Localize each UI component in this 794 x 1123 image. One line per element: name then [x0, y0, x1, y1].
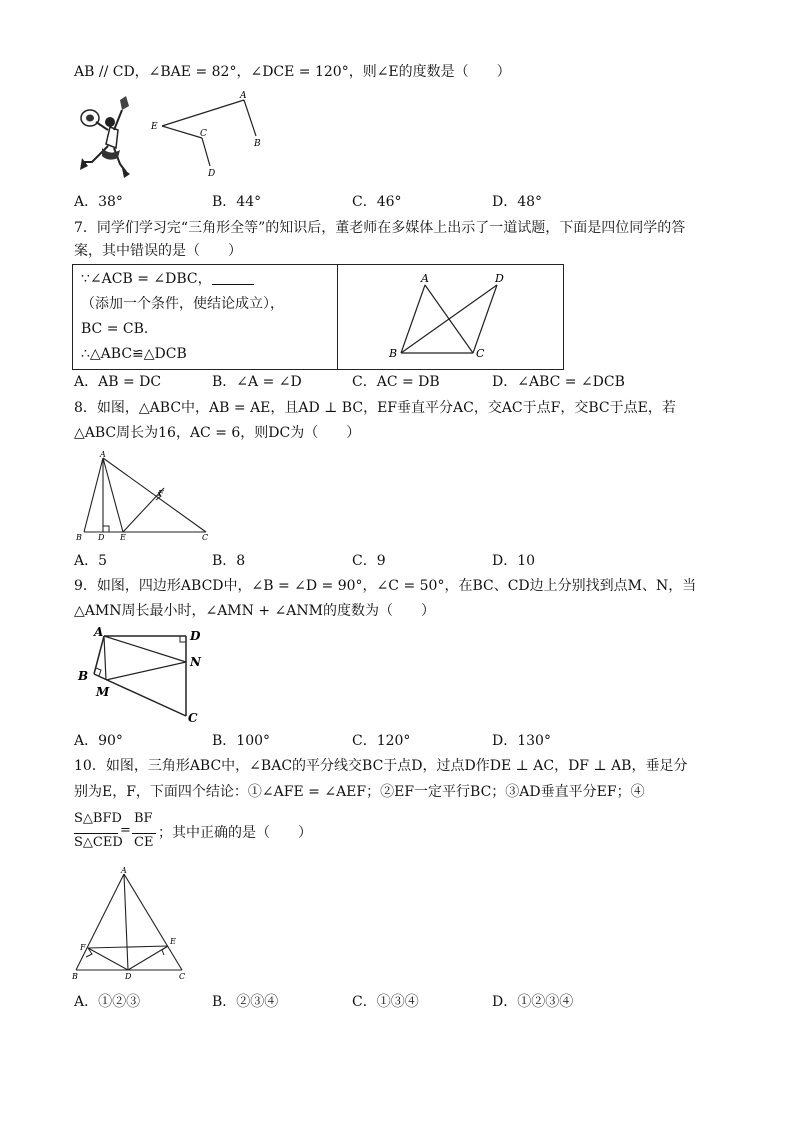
- q7-stem-line2: 案，其中错误的是（ ）: [74, 243, 242, 259]
- q7-cell-line1: ∵∠ACB = ∠DBC，: [81, 269, 254, 289]
- q8-segment-ab: [84, 458, 103, 532]
- q9-label-m: M: [96, 685, 110, 699]
- q10-stem-line3: ；其中正确的是（ ）: [158, 825, 312, 841]
- q9-right-angle-d: [180, 636, 186, 642]
- q8-option-d[interactable]: D．10: [492, 553, 536, 569]
- q7-segment-ba: [401, 285, 425, 353]
- q7-label-d: D: [495, 272, 504, 285]
- q7-label-c: C: [476, 347, 485, 360]
- q8-option-a[interactable]: A．5: [74, 553, 108, 569]
- q9-option-c[interactable]: C．120°: [352, 733, 411, 749]
- q6-dancer-illustration: [74, 92, 134, 184]
- q10-frac-bar-right: [132, 833, 156, 834]
- q6-label-d: D: [208, 169, 216, 179]
- q10-area-ratio-fraction: [74, 811, 156, 857]
- q9-label-n: N: [190, 655, 201, 669]
- q9-segment-an: [104, 636, 186, 662]
- q10-segment-fe: [88, 946, 168, 948]
- q6-segment-ab: [244, 100, 256, 136]
- q10-option-d[interactable]: D．①②③④: [492, 994, 574, 1010]
- q7-stem-line1: 7．同学们学习完“三角形全等”的知识后，董老师在多媒体上出示了一道试题，下面是四位同学的答: [74, 220, 686, 236]
- q9-label-c: C: [188, 711, 198, 724]
- q9-option-b[interactable]: B．100°: [212, 733, 271, 749]
- q9-label-d: D: [190, 629, 201, 643]
- q8-option-c[interactable]: C．9: [352, 553, 386, 569]
- q8-label-c: C: [202, 533, 209, 542]
- q10-frac-bar-left: [74, 833, 118, 834]
- q6-label-a: A: [240, 91, 247, 101]
- q7-label-a: A: [421, 272, 429, 285]
- q6-segment-cd: [202, 138, 210, 166]
- q8-label-f: F: [158, 489, 164, 498]
- q7-cell-line4: ∴△ABC≌△DCB: [81, 346, 187, 362]
- q6-label-e: E: [151, 122, 158, 132]
- q10-option-c[interactable]: C．①③④: [352, 994, 419, 1010]
- q10-triangle-figure: [66, 864, 192, 984]
- q8-stem-line1: 8．如图，△ABC中，AB = AE，且AD ⊥ BC，EF垂直平分AC，交AC于点F，交BC于点E，若: [74, 400, 676, 416]
- q7-option-d[interactable]: D．∠ABC = ∠DCB: [492, 374, 625, 390]
- q10-frac-num-right: BF: [134, 811, 153, 826]
- q8-segment-ac: [103, 458, 206, 532]
- q7-cell-line2: （添加一个条件，使结论成立），: [81, 296, 284, 312]
- q9-stem-line1: 9．如图，四边形ABCD中，∠B = ∠D = 90°，∠C = 50°，在BC、CD边上分别找到点M、N，当: [74, 578, 697, 594]
- q9-stem-line2: △AMN周长最小时，∠AMN + ∠ANM的度数为（ ）: [74, 603, 435, 619]
- q10-frac-equals: =: [120, 823, 131, 838]
- q8-label-b: B: [76, 533, 82, 542]
- q8-label-e: E: [120, 533, 126, 542]
- q6-angle-figure: [140, 90, 270, 182]
- q7-answer-blank: [212, 270, 254, 285]
- q8-stem-line2: △ABC周长为16，AC = 6，则DC为（ ）: [74, 425, 361, 441]
- q8-label-a: A: [100, 450, 106, 459]
- q9-option-d[interactable]: D．130°: [492, 733, 551, 749]
- q10-stem-line2: 别为E，F，下面四个结论：①∠AFE = ∠AEF；②EF一定平行BC；③AD垂直平分EF；④: [74, 784, 645, 800]
- q10-label-f: F: [80, 943, 86, 952]
- q7-segment-bd: [401, 285, 497, 353]
- q7-triangle-figure: [343, 267, 561, 367]
- q9-segment-am: [104, 636, 106, 680]
- q7-table-divider: [337, 265, 338, 369]
- q10-label-d: D: [125, 972, 132, 981]
- q6-segment-ea: [162, 100, 244, 126]
- q6-option-a[interactable]: A．38°: [74, 194, 123, 210]
- q10-frac-den-left: S△CED: [74, 835, 123, 850]
- q8-segment-ae: [103, 458, 123, 532]
- q6-label-c: C: [200, 129, 207, 139]
- q6-option-c[interactable]: C．46°: [352, 194, 402, 210]
- q10-segment-fd: [88, 948, 128, 970]
- q10-label-c: C: [179, 972, 186, 981]
- q10-frac-num-left: S△BFD: [74, 811, 122, 826]
- q6-option-d[interactable]: D．48°: [492, 194, 543, 210]
- q9-segment-ab: [94, 636, 104, 674]
- q10-frac-den-right: CE: [134, 835, 154, 850]
- q9-label-b: B: [78, 669, 89, 683]
- q7-option-a[interactable]: A．AB = DC: [74, 374, 162, 390]
- q8-right-angle-d: [103, 526, 109, 532]
- q7-option-c[interactable]: C．AC = DB: [352, 374, 440, 390]
- q10-label-e: E: [170, 937, 176, 946]
- q7-cell-line3: BC = CB．: [81, 321, 158, 337]
- q6-label-b: B: [254, 139, 261, 149]
- q6-segment-ec: [162, 126, 202, 138]
- q9-option-a[interactable]: A．90°: [74, 733, 123, 749]
- q9-quadrilateral-figure: [74, 624, 214, 724]
- q10-label-b: B: [72, 972, 78, 981]
- q10-segment-ab: [76, 874, 124, 970]
- q10-stem-line1: 10．如图，三角形ABC中，∠BAC的平分线交BC于点D，过点D作DE ⊥ AC，DF ⊥ AB，垂足分: [74, 758, 688, 774]
- q7-label-b: B: [389, 347, 398, 360]
- q8-label-d: D: [98, 533, 105, 542]
- q7-option-b[interactable]: B．∠A = ∠D: [212, 374, 302, 390]
- q10-label-a: A: [121, 866, 127, 875]
- q10-option-b[interactable]: B．②③④: [212, 994, 279, 1010]
- q8-option-b[interactable]: B．8: [212, 553, 246, 569]
- q10-segment-ad: [124, 874, 128, 970]
- q6-option-b[interactable]: B．44°: [212, 194, 262, 210]
- q9-label-a: A: [94, 625, 104, 639]
- q10-option-a[interactable]: A．①②③: [74, 994, 141, 1010]
- q7-problem-table: [72, 264, 564, 370]
- q8-triangle-figure: [74, 448, 214, 544]
- q9-segment-mn: [106, 662, 186, 680]
- q6-stem: AB // CD，∠BAE = 82°，∠DCE = 120°，则∠E的度数是（ ）: [74, 64, 511, 80]
- q7-segment-ac-area: [473, 285, 497, 353]
